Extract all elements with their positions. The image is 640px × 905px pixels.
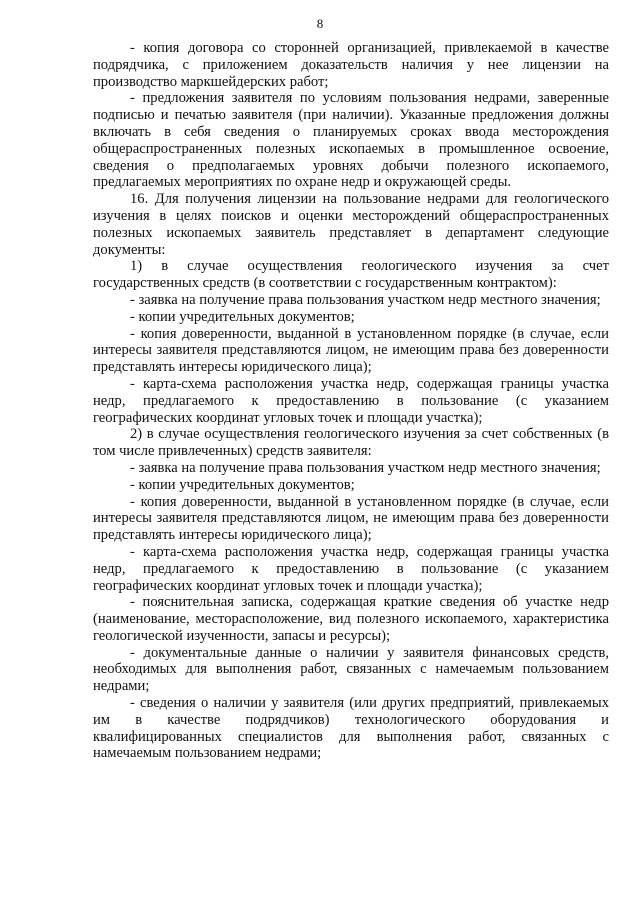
paragraph: - документальные данные о наличии у заявителя финансовых средств, необходимых для выполнения работ, связанных с намечаемым пользованием недрами; — [93, 644, 609, 695]
paragraph: 16. Для получения лицензии на пользование недрами для геологического изучения в целях поисков и оценки месторождений общераспространенных полезных ископаемых заявитель представляет в департамент следующие документы: — [93, 191, 609, 258]
paragraph: - копия договора со сторонней организацией, привлекаемой в качестве подрядчика, с приложением доказательств наличия у нее лицензии на производство маркшейдерских работ; — [93, 40, 609, 90]
paragraph: - заявка на получение права пользования участком недр местного значения; — [130, 291, 601, 308]
paragraph: 2) в случае осуществления геологического изучения за счет собственных (в том числе привлеченных) средств заявителя: — [93, 426, 609, 460]
document-body — [93, 40, 609, 762]
paragraph: - копии учредительных документов; — [130, 308, 355, 325]
paragraph: - заявка на получение права пользования участком недр местного значения; — [130, 459, 601, 476]
paragraph: - предложения заявителя по условиям пользования недрами, заверенные подписью и печатью заявителя (при наличии). Указанные предложения должны включать в себя сведения о планируемых сроках ввода месторождения общераспространенных полезных ископаемых в промышленное освоение, сведения о предполагаемых уровнях добычи полезного ископаемого, предлагаемых мероприятиях по охране недр и окружающей среды. — [93, 90, 609, 191]
paragraph: - копии учредительных документов; — [130, 476, 355, 493]
paragraph: - сведения о наличии у заявителя (или других предприятий, привлекаемых им в качестве подрядчиков) технологического оборудования и квалифицированных специалистов для выполнения работ, связанных с намечаемым пользованием недрами; — [93, 695, 609, 762]
paragraph: - пояснительная записка, содержащая краткие сведения об участке недр (наименование, месторасположение, вид полезного ископаемого, характеристика геологической изученности, запасы и ресурсы); — [93, 594, 609, 644]
paragraph: 1) в случае осуществления геологического изучения за счет государственных средств (в соответствии с государственным контрактом): — [93, 258, 609, 292]
page-number: 8 — [316, 16, 324, 31]
paragraph: - копия доверенности, выданной в установленном порядке (в случае, если интересы заявителя представляются лицом, не имеющим права без доверенности представлять интересы юридического лица); — [93, 493, 609, 544]
paragraph: - карта-схема расположения участка недр, содержащая границы участка недр, предлагаемого к предоставлению в пользование (с указанием географических координат угловых точек и площади участка); — [93, 543, 609, 594]
paragraph: - копия доверенности, выданной в установленном порядке (в случае, если интересы заявителя представляются лицом, не имеющим права без доверенности представлять интересы юридического лица); — [93, 325, 609, 376]
paragraph: - карта-схема расположения участка недр, содержащая границы участка недр, предлагаемого к предоставлению в пользование (с указанием географических координат угловых точек и площади участка); — [93, 375, 609, 426]
